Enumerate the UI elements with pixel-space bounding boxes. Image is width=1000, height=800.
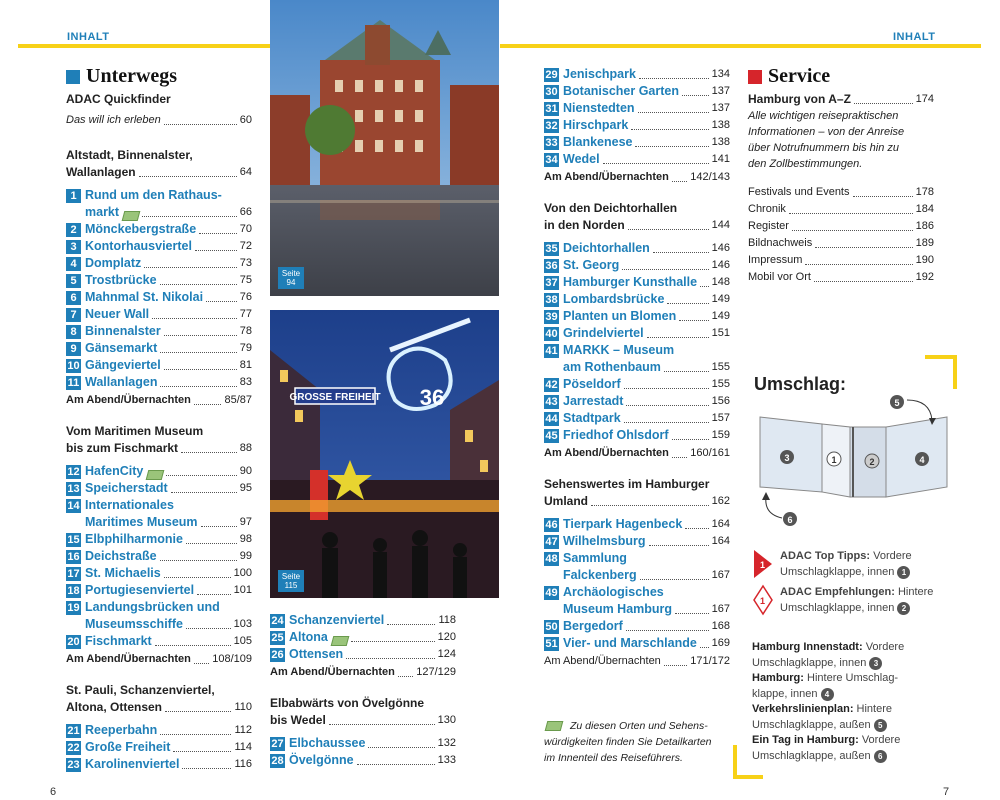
svg-text:3: 3 (784, 453, 790, 463)
toc-entry[interactable]: 33 Blankenese 138 (545, 135, 730, 149)
toc-entry[interactable]: 14 Internationales Maritimes Museum 97 (67, 498, 252, 529)
toc-row[interactable]: Am Abend/Übernachten 171/172 (544, 655, 730, 667)
toc-row[interactable]: Chronik 184 (748, 203, 934, 215)
toc-entry[interactable]: 51 Vier- und Marschlande 169 (545, 636, 730, 650)
toc-entries (270, 735, 456, 769)
toc-entry[interactable]: 25 Altona 120 (271, 630, 456, 644)
toc-entry[interactable]: 17 St. Michaelis 100 (67, 566, 252, 580)
legend (752, 548, 957, 616)
header-bar-left (18, 44, 270, 48)
group-title: St. Pauli, Schanzenviertel, (66, 683, 215, 697)
top-tipp-icon (752, 548, 774, 580)
ref-number-icon: 4 (821, 688, 834, 701)
toc-entry[interactable]: 19 Landungsbrücken und Museumsschiffe 103 (67, 600, 252, 631)
toc-entry[interactable]: 3 Kontorhausviertel 72 (66, 238, 252, 255)
ref-number-icon: 2 (897, 602, 910, 615)
svg-text:1: 1 (831, 455, 837, 465)
umschlag-title: Umschlag: (754, 374, 847, 394)
toc-entry[interactable]: 37 Hamburger Kunsthalle 148 (545, 275, 730, 289)
toc-column-4 (748, 65, 934, 286)
toc-entry[interactable]: 28 Övelgönne 133 (271, 753, 456, 767)
toc-entry[interactable]: 12 HafenCity 90 (67, 464, 252, 478)
group-title: Vom Maritimen Museum (66, 424, 204, 438)
service-list (748, 184, 934, 286)
map-icon (545, 721, 564, 731)
ref-number-icon: 5 (874, 719, 887, 732)
map-icon (122, 211, 141, 221)
az-description: Alle wichtigen reisepraktischen Informationen – von der Anreise über Notrufnummern bis hin zu den Zollbestimmungen. (748, 110, 905, 170)
toc-entries (66, 722, 252, 773)
map-ref-item: Verkehrslinienplan: Hintere Umschlagklappe, außen 5 (752, 703, 893, 731)
ref-number-icon: 3 (869, 657, 882, 670)
yellow-corner-top (925, 355, 957, 389)
toc-row[interactable]: Am Abend/Übernachten 160/161 (544, 447, 730, 459)
svg-text:6: 6 (787, 515, 793, 525)
toc-row[interactable]: Umland 162 (544, 494, 730, 508)
toc-row[interactable]: in den Norden 144 (544, 218, 730, 232)
toc-entry[interactable]: 22 Große Freiheit 114 (67, 740, 252, 754)
section-title-unterwegs: Unterwegs (66, 68, 252, 85)
map-note: Zu diesen Orten und Sehens- würdigkeiten finden Sie Detailkarten im Innenteil des Reiseführers. (544, 720, 712, 764)
svg-text:36: 36 (419, 385, 445, 410)
legend-item-top-tipps: 1 ADAC Top Tipps: Vordere Umschlagklappe, innen 1 (752, 548, 957, 580)
toc-row[interactable]: Impressum 190 (748, 254, 934, 266)
group-title: Altstadt, Binnenalster, (66, 148, 193, 162)
toc-entry[interactable]: 6 Mahnmal St. Nikolai 76 (66, 289, 252, 306)
toc-entry[interactable]: 29 Jenischpark 134 (545, 67, 730, 81)
page-number-left: 6 (50, 786, 57, 798)
toc-entries (66, 463, 252, 668)
svg-text:1: 1 (760, 596, 766, 606)
toc-column-2 (270, 612, 456, 769)
toc-row[interactable]: Am Abend/Übernachten 142/143 (544, 171, 730, 183)
toc-row[interactable]: Register 186 (748, 220, 934, 232)
empfehlung-icon (752, 584, 774, 616)
photo-speicherstadt (270, 0, 499, 296)
toc-entry[interactable]: 23 Karolinenviertel 116 (67, 757, 252, 771)
toc-entry[interactable]: 15 Elbphilharmonie 98 (67, 532, 252, 546)
toc-entry[interactable]: 7 Neuer Wall 77 (66, 306, 252, 323)
photo-grosse-freiheit (270, 310, 499, 598)
toc-entry[interactable]: 16 Deichstraße 99 (67, 549, 252, 563)
cover-diagram (752, 392, 957, 527)
toc-row[interactable]: Bildnachweis 189 (748, 237, 934, 249)
toc-entry[interactable]: 2 Mönckebergstraße 70 (66, 221, 252, 238)
toc-entry[interactable]: 39 Planten un Blomen 149 (545, 309, 730, 323)
toc-entries (544, 240, 730, 462)
toc-entry[interactable]: 30 Botanischer Garten 137 (545, 84, 730, 98)
toc-row[interactable]: bis zum Fischmarkt 88 (66, 441, 252, 455)
map-icon (146, 470, 165, 480)
toc-entry[interactable]: 44 Stadtpark 157 (545, 411, 730, 425)
section-title-service: Service (748, 68, 934, 85)
svg-text:5: 5 (894, 398, 900, 408)
toc-entry[interactable]: 46 Tierpark Hagenbeck 164 (545, 517, 730, 531)
toc-entry[interactable]: 5 Trostbrücke 75 (66, 272, 252, 289)
toc-entry[interactable]: 4 Domplatz 73 (66, 255, 252, 272)
group-title: Von den Deichtorhallen (544, 201, 678, 215)
toc-row[interactable]: Wallanlagen 64 (66, 165, 252, 179)
toc-entry[interactable]: 1 Rund um den Rathaus- markt 66 (66, 187, 252, 221)
toc-entry[interactable]: 24 Schanzenviertel 118 (271, 613, 456, 627)
ref-number-icon: 1 (897, 566, 910, 579)
toc-entry[interactable]: 42 Pöseldorf 155 (545, 377, 730, 391)
toc-row[interactable]: Das will ich erleben 60 (66, 114, 252, 126)
toc-entry[interactable]: 10 Gängeviertel 81 (67, 358, 252, 372)
toc-entry[interactable]: 38 Lombardsbrücke 149 (545, 292, 730, 306)
toc-entry[interactable]: 26 Ottensen 124 (271, 647, 456, 661)
svg-text:4: 4 (919, 455, 925, 465)
toc-entry[interactable]: 34 Wedel 141 (545, 152, 730, 166)
map-ref-item: Hamburg Innenstadt: Vordere Umschlagklappe, innen 3 (752, 641, 905, 669)
toc-entry[interactable]: 48 Sammlung Falckenberg 167 (545, 551, 730, 582)
toc-entry[interactable]: 31 Nienstedten 137 (545, 101, 730, 115)
group-title: ADAC Quickfinder (66, 92, 171, 106)
toc-entry[interactable]: 36 St. Georg 146 (545, 258, 730, 272)
speicherstadt-illustration (270, 0, 499, 296)
toc-column-1 (66, 65, 252, 773)
toc-entry[interactable]: 35 Deichtorhallen 146 (545, 241, 730, 255)
header-left: INHALT (67, 31, 110, 43)
toc-entry[interactable]: 9 Gänsemarkt 79 (66, 340, 252, 357)
toc-row[interactable]: Mobil vor Ort 192 (748, 271, 934, 283)
page-badge: Seite 94 (278, 267, 304, 289)
toc-entry[interactable]: 18 Portugiesenviertel 101 (67, 583, 252, 597)
header-right: INHALT (893, 31, 936, 43)
toc-entry[interactable]: 11 Wallanlagen 83 (67, 375, 252, 389)
header-bar-right (500, 44, 981, 48)
toc-entry[interactable]: 50 Bergedorf 168 (545, 619, 730, 633)
map-ref-item: Ein Tag in Hamburg: Vordere Umschlagklappe, außen 6 (752, 734, 901, 762)
svg-text:1: 1 (760, 560, 766, 570)
toc-row[interactable]: Am Abend/Übernachten 85/87 (66, 394, 252, 406)
toc-entry[interactable]: 21 Reeperbahn 112 (67, 723, 252, 737)
toc-entries (66, 187, 252, 409)
toc-entry[interactable]: 20 Fischmarkt 105 (67, 634, 252, 648)
svg-text:2: 2 (869, 457, 875, 467)
toc-row[interactable]: Am Abend/Übernachten 127/129 (270, 666, 456, 678)
toc-entry[interactable]: 47 Wilhelmsburg 164 (545, 534, 730, 548)
map-ref-item: Hamburg: Hintere Umschlag- klappe, innen 4 (752, 672, 899, 700)
toc-column-3 (544, 66, 730, 670)
toc-entry[interactable]: 32 Hirschpark 138 (545, 118, 730, 132)
legend-item-empfehlungen: 1 ADAC Empfehlungen: Hintere Umschlagklappe, innen 2 (752, 584, 957, 616)
toc-row[interactable]: Altona, Ottensen 110 (66, 700, 252, 714)
toc-entry[interactable]: 49 Archäologisches Museum Hamburg 167 (545, 585, 730, 616)
group-title: Elbabwärts von Övelgönne (270, 696, 425, 710)
page-badge: Seite 115 (278, 570, 304, 592)
page-number-right: 7 (943, 786, 950, 798)
grosse-freiheit-illustration (270, 310, 499, 598)
toc-entry[interactable]: 27 Elbchaussee 132 (271, 736, 456, 750)
section-square-icon (66, 70, 80, 84)
section-square-icon (748, 70, 762, 84)
toc-row[interactable]: bis Wedel 130 (270, 713, 456, 727)
toc-row[interactable]: Festivals und Events 178 (748, 186, 934, 198)
toc-entries (544, 516, 730, 670)
map-references (752, 640, 957, 764)
toc-row[interactable]: Am Abend/Übernachten 108/109 (66, 653, 252, 665)
ref-number-icon: 6 (874, 750, 887, 763)
toc-entry[interactable]: 40 Grindelviertel 151 (545, 326, 730, 340)
map-icon (331, 636, 350, 646)
group-title: Sehenswertes im Hamburger (544, 477, 710, 491)
toc-entry[interactable]: 8 Binnenalster 78 (66, 323, 252, 340)
toc-entry[interactable]: 43 Jarrestadt 156 (545, 394, 730, 408)
toc-entry[interactable]: 45 Friedhof Ohlsdorf 159 (545, 428, 730, 442)
toc-entry[interactable]: 41 MARKK – Museum am Rothenbaum 155 (545, 343, 730, 374)
toc-entry[interactable]: 13 Speicherstadt 95 (67, 481, 252, 495)
svg-text:GROSSE FREIHEIT: GROSSE FREIHEIT (289, 392, 381, 403)
toc-row[interactable]: Hamburg von A–Z 174 (748, 92, 934, 106)
